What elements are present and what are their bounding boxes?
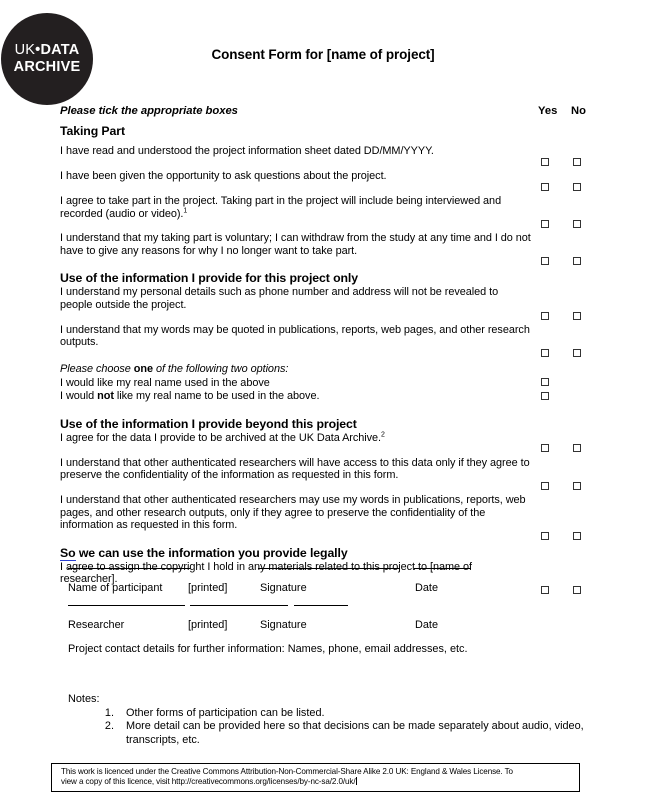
name-option-row bbox=[60, 390, 590, 403]
choose-suffix: of the following two options: bbox=[153, 362, 289, 375]
consent-item-row bbox=[60, 195, 590, 220]
choose-emphasis-one: one bbox=[133, 362, 153, 375]
consent-item-text: I understand that my taking part is voluntary; I can withdraw from the study at any time and I do not have to give any reasons for why I no longer want to take part. bbox=[60, 232, 531, 257]
checkbox-yes[interactable] bbox=[541, 444, 549, 452]
signature-line-name[interactable] bbox=[68, 605, 185, 606]
consent-item-text: I have been given the opportunity to ask questions about the project. bbox=[60, 170, 387, 182]
checkbox-no[interactable] bbox=[573, 482, 581, 490]
checkbox-yes[interactable] bbox=[541, 312, 549, 320]
consent-item-row bbox=[60, 170, 590, 183]
note-item bbox=[68, 720, 588, 746]
signature-line-signature[interactable] bbox=[190, 605, 288, 606]
checkbox-no[interactable] bbox=[573, 257, 581, 265]
signature-label-date: Date bbox=[415, 582, 439, 594]
consent-item-text: I agree to assign the copyright I hold in any materials related to this project to [name of researcher]. bbox=[60, 560, 472, 586]
logo-separator-dot: • bbox=[35, 42, 41, 58]
checkbox-yes[interactable] bbox=[541, 482, 549, 490]
checkbox-yes[interactable] bbox=[541, 349, 549, 357]
option2-suffix: like my real name to be used in the above. bbox=[113, 389, 320, 402]
signature-line-date[interactable] bbox=[414, 568, 471, 569]
consent-item-text: I understand that other authenticated researchers may use my words in publications, reports, web pages, and other research outputs, only if they agree to preserve the confidentiality of the information as requested in this form. bbox=[60, 493, 526, 532]
instruction-row bbox=[60, 105, 590, 118]
note-text: Other forms of participation can be listed. bbox=[126, 707, 325, 720]
consent-item-text bbox=[60, 432, 532, 445]
column-header-yes: Yes bbox=[538, 105, 558, 117]
note-text: More detail can be provided here so that decisions can be made separately about audio, video, transcripts, etc. bbox=[126, 720, 584, 746]
checkbox-yes[interactable] bbox=[541, 183, 549, 191]
instruction-text: Please tick the appropriate boxes bbox=[60, 105, 238, 117]
licence-footer-box bbox=[51, 763, 580, 792]
consent-item-row bbox=[60, 286, 590, 311]
checkbox-no[interactable] bbox=[573, 532, 581, 540]
checkbox-no[interactable] bbox=[573, 183, 581, 191]
signature-label-name: Name of participant bbox=[68, 582, 163, 594]
section-heading-beyond-project: Use of the information I provide beyond this project bbox=[60, 416, 357, 431]
notes-section bbox=[68, 693, 588, 747]
section-heading-legally bbox=[60, 546, 590, 561]
signature-label-printed: [printed] bbox=[188, 619, 228, 631]
section-heading-taking-part: Taking Part bbox=[60, 124, 125, 138]
checkbox-yes[interactable] bbox=[541, 257, 549, 265]
checkbox-yes[interactable] bbox=[541, 158, 549, 166]
signature-row-participant bbox=[60, 568, 590, 605]
consent-item-row bbox=[60, 494, 590, 532]
column-header-no: No bbox=[571, 105, 586, 117]
signature-label-date: Date bbox=[415, 619, 439, 631]
note-item bbox=[68, 707, 588, 720]
name-option-text bbox=[60, 390, 532, 403]
page-title: Consent Form for [name of project] bbox=[211, 47, 435, 62]
consent-item-text: I understand that my words may be quoted in publications, reports, web pages, and other research outputs. bbox=[60, 323, 530, 349]
consent-item-text bbox=[60, 195, 532, 220]
choose-one-instruction-row bbox=[60, 363, 590, 376]
licence-line-1: This work is licenced under the Creative Commons Attribution-Non-Commercial-Share Alike 2.0 UK: England & Wales License. To bbox=[61, 767, 513, 776]
name-option-text: I would like my real name used in the above bbox=[60, 376, 270, 389]
consent-item-text: I understand my personal details such as phone number and address will not be revealed to people outside the project. bbox=[60, 286, 499, 311]
signature-row-researcher bbox=[60, 605, 590, 642]
legally-heading-rest: we can use the information you provide legally bbox=[75, 545, 348, 560]
consent-item-row bbox=[60, 457, 590, 482]
signature-block bbox=[60, 568, 590, 642]
signature-line-name[interactable] bbox=[68, 568, 190, 569]
name-option-row bbox=[60, 377, 590, 390]
checkbox-real-name-yes[interactable] bbox=[541, 378, 549, 386]
consent-item-row bbox=[60, 145, 590, 158]
notes-title: Notes: bbox=[68, 693, 100, 705]
checkbox-no[interactable] bbox=[573, 312, 581, 320]
section-heading-this-project-only: Use of the information I provide for this project only bbox=[60, 271, 358, 286]
footnote-marker-2: 2 bbox=[381, 431, 385, 439]
signature-line-date[interactable] bbox=[294, 605, 348, 606]
option2-prefix: I would bbox=[60, 389, 98, 402]
consent-item-row bbox=[60, 324, 590, 349]
signature-label-signature: Signature bbox=[260, 582, 307, 594]
checkbox-yes[interactable] bbox=[541, 220, 549, 228]
checkbox-no[interactable] bbox=[573, 220, 581, 228]
consent-item-row bbox=[60, 232, 590, 257]
logo-text-data: DATA bbox=[40, 42, 80, 58]
checkbox-not-real-name-yes[interactable] bbox=[541, 392, 549, 400]
signature-line-signature[interactable] bbox=[258, 568, 400, 569]
footnote-marker-1: 1 bbox=[183, 206, 188, 214]
checkbox-no[interactable] bbox=[573, 444, 581, 452]
licence-line-2: view a copy of this licence, visit http://creativecommons.org/licenses/by-nc-sa/2.0/uk/ bbox=[61, 777, 356, 787]
signature-label-signature: Signature bbox=[260, 619, 307, 631]
column-headers bbox=[60, 105, 590, 119]
consent-item-row bbox=[60, 432, 590, 445]
checkbox-no[interactable] bbox=[573, 158, 581, 166]
text-cursor-caret bbox=[356, 777, 357, 785]
consent-item-text: I have read and understood the project information sheet dated DD/MM/YYYY. bbox=[60, 145, 434, 157]
spellcheck-flagged-word: So bbox=[60, 545, 76, 560]
licence-line-2-wrap bbox=[61, 777, 574, 787]
consent-form-body bbox=[60, 105, 590, 586]
logo-text-archive: ARCHIVE bbox=[13, 59, 81, 75]
logo-text-uk: UK bbox=[14, 42, 36, 58]
consent-item-body: I agree for the data I provide to be archived at the UK Data Archive. bbox=[60, 431, 382, 444]
consent-item-text: I understand that other authenticated researchers will have access to this data only if they agree to preserve the confidentiality of the information as requested in this form. bbox=[60, 456, 530, 482]
consent-item-body: I agree to take part in the project. Taking part in the project will include being interviewed and recorded (audio or video). bbox=[60, 195, 502, 220]
checkbox-yes[interactable] bbox=[541, 532, 549, 540]
choose-prefix: Please choose bbox=[60, 362, 134, 375]
signature-label-printed: [printed] bbox=[188, 582, 228, 594]
note-number: 1. bbox=[104, 707, 114, 720]
checkbox-no[interactable] bbox=[573, 349, 581, 357]
option2-emphasis-not: not bbox=[97, 389, 114, 402]
note-number: 2. bbox=[104, 720, 114, 733]
signature-label-name: Researcher bbox=[68, 619, 125, 631]
project-contact-details: Project contact details for further information: Names, phone, email addresses, etc. bbox=[68, 643, 468, 655]
choose-one-instruction bbox=[60, 363, 532, 376]
